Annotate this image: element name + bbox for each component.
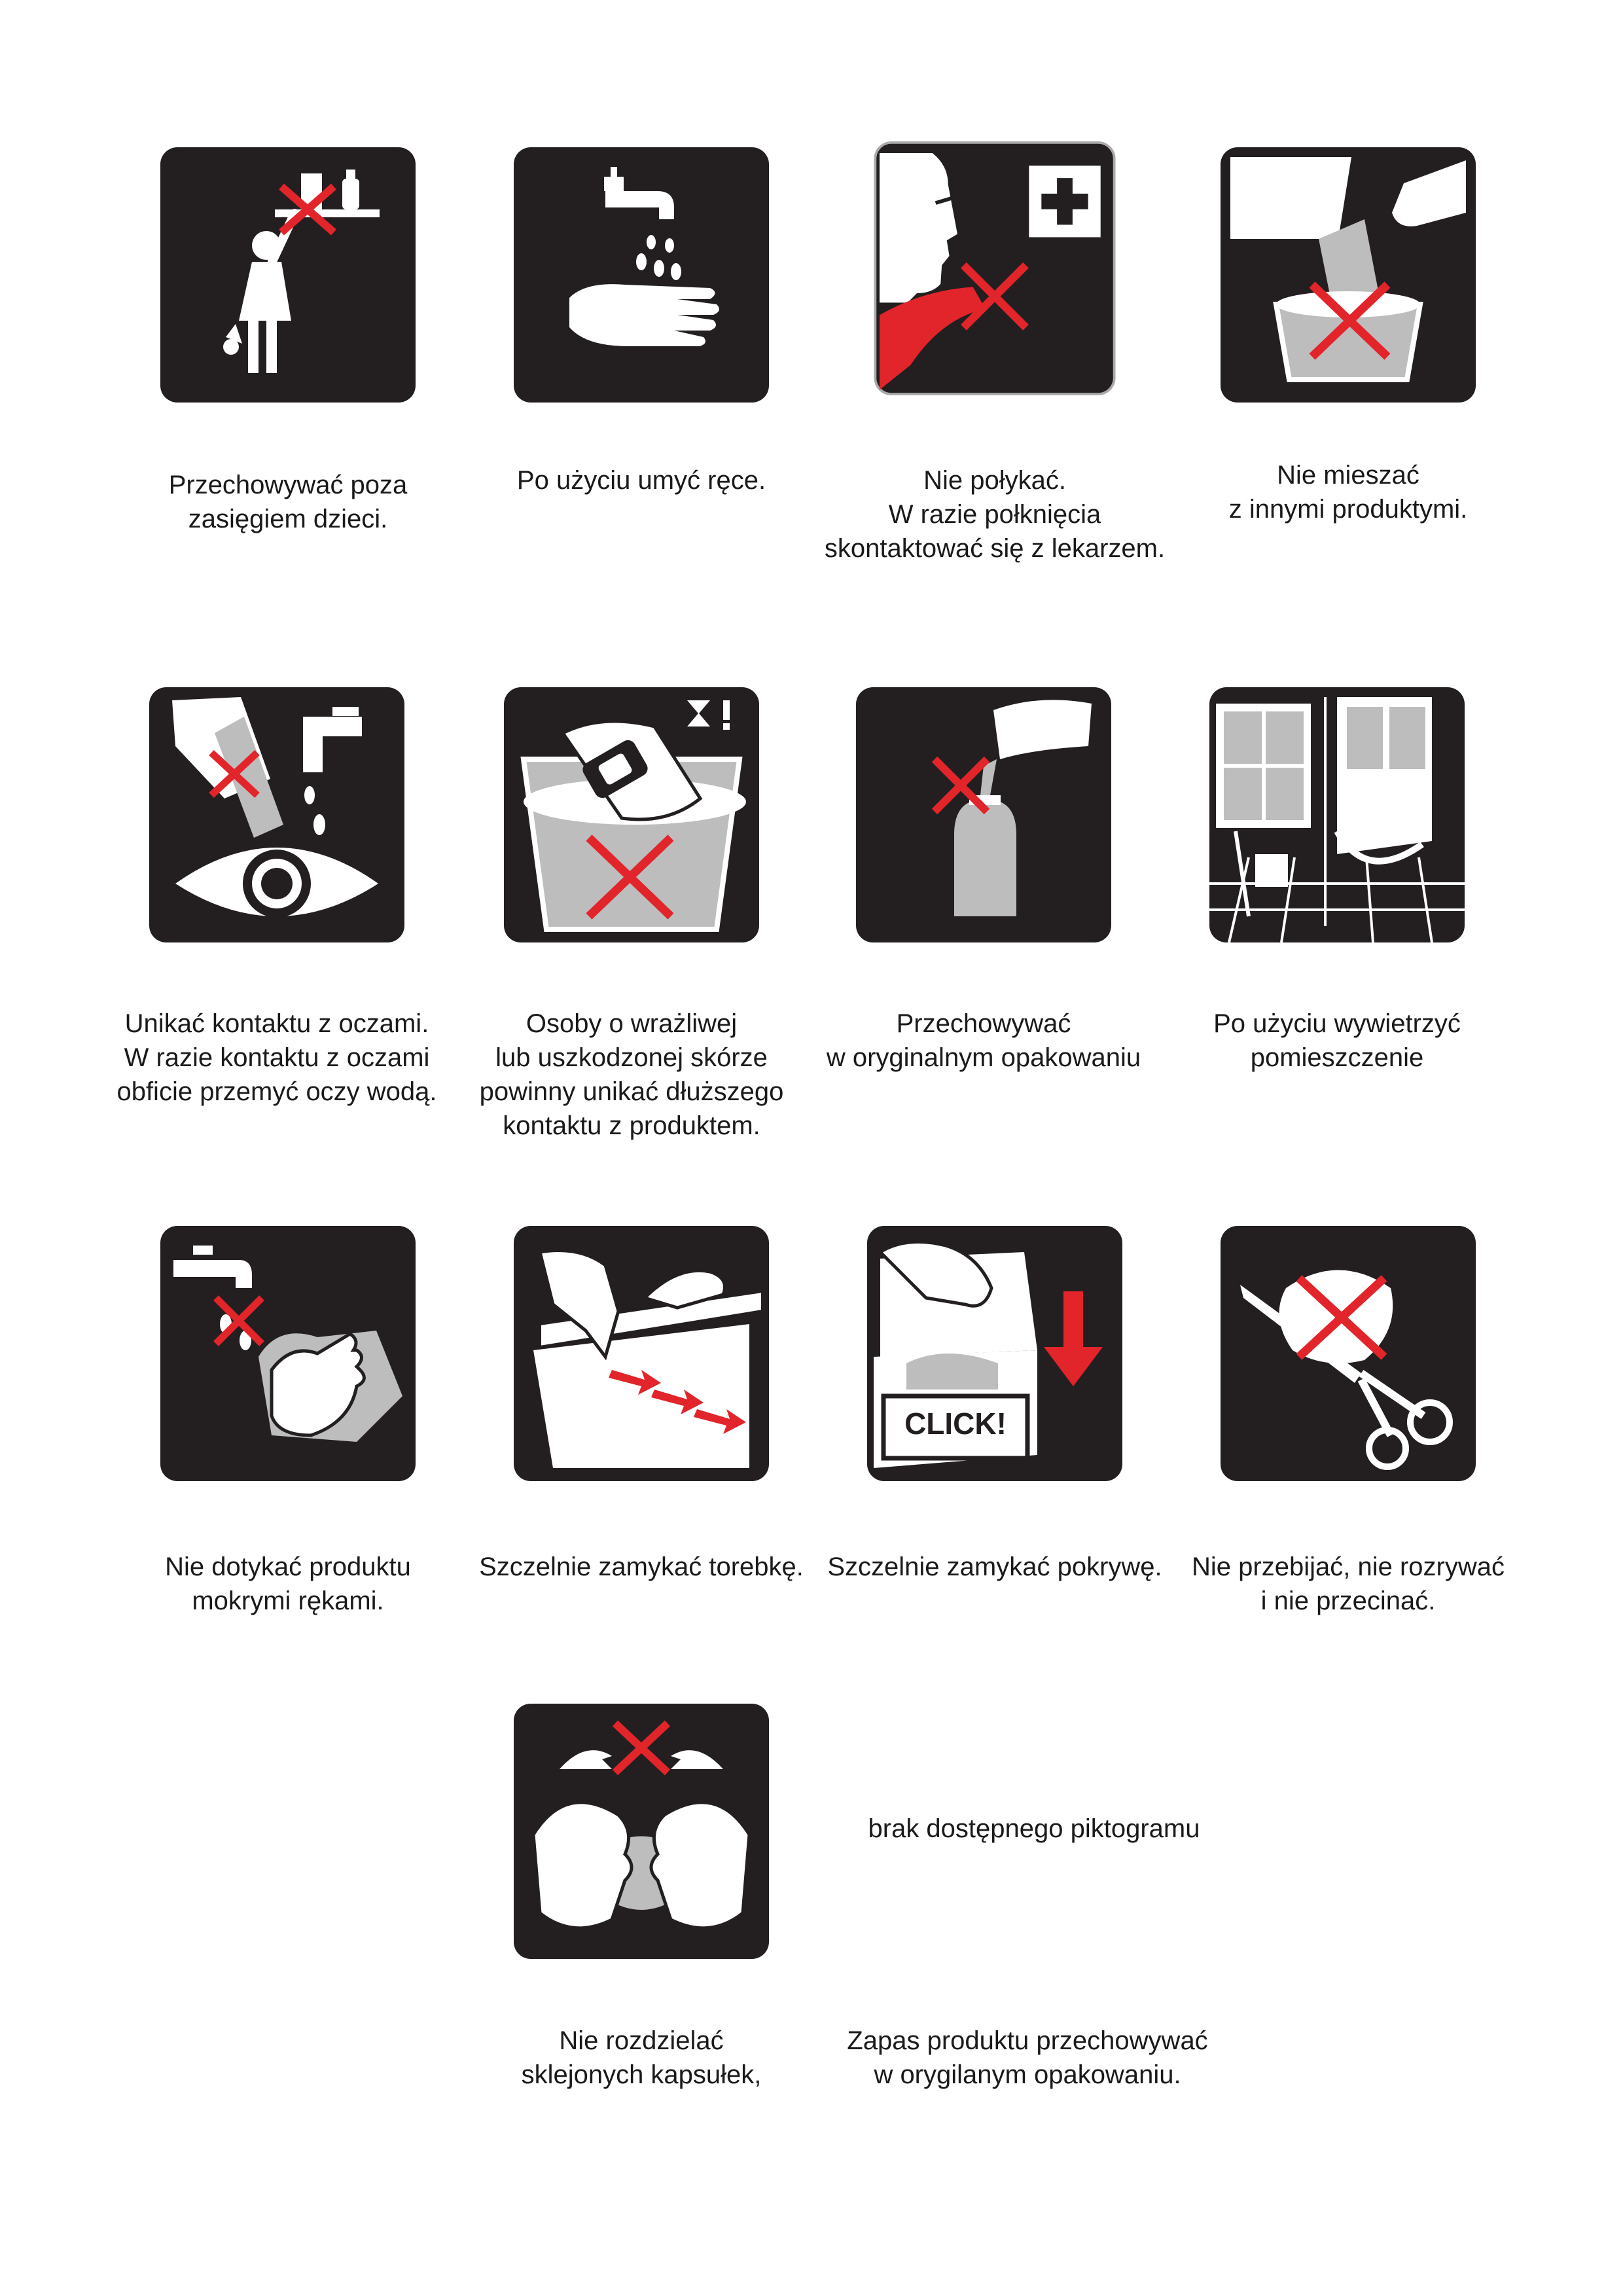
keep-away-from-children-icon — [160, 147, 416, 403]
caption-ventilate-room: Po użyciu wywietrzyć pomieszczenie — [1213, 1009, 1461, 1072]
no-wet-hands-icon — [160, 1226, 416, 1481]
caption-do-not-swallow: Nie połykać. W razie połknięcia skontaktować się z lekarzem. — [824, 466, 1166, 563]
avoid-eye-contact-icon — [149, 687, 404, 942]
caption-close-lid: Szczelnie zamykać pokrywę. — [827, 1552, 1162, 1581]
close-lid-icon — [867, 1226, 1122, 1481]
ventilate-room-icon — [1209, 687, 1465, 942]
do-not-swallow-icon — [867, 141, 1122, 396]
caption-wash-hands: Po użyciu umyć ręce. — [516, 466, 766, 495]
caption-sensitive-skin: Osoby o wrażliwej lub uszkodzonej skórze powinny unikać dłuższego kontaktu z produktem. — [479, 1009, 784, 1140]
sensitive-skin-icon — [504, 687, 759, 942]
caption-do-not-mix: Nie mieszać z innymi produktymi. — [1228, 461, 1468, 524]
do-not-mix-icon — [1221, 147, 1476, 403]
caption-seal-bag: Szczelnie zamykać torebkę. — [479, 1552, 804, 1581]
click-label: CLICK! — [904, 1407, 1007, 1441]
seal-bag-icon — [514, 1226, 769, 1481]
original-packaging-icon — [856, 687, 1111, 942]
do-not-separate-capsules-icon — [514, 1704, 769, 1959]
caption-avoid-eye-contact: Unikać kontaktu z oczami. W razie kontaktu z oczami obficie przemyć oczy wodą. — [116, 1009, 437, 1106]
no-pictogram-note: brak dostępnego piktogramu — [868, 1814, 1200, 1843]
caption-do-not-separate-capsules: Nie rozdzielać sklejonych kapsułek, — [521, 2026, 762, 2089]
caption-do-not-pierce: Nie przebijać, nie rozrywać i nie przecinać. — [1192, 1552, 1505, 1615]
do-not-pierce-icon — [1221, 1226, 1476, 1481]
wash-hands-icon — [514, 147, 769, 403]
caption-no-wet-hands: Nie dotykać produktu mokrymi rękami. — [165, 1552, 411, 1615]
caption-keep-away-from-children: Przechowywać poza zasięgiem dzieci. — [168, 471, 408, 533]
caption-stock-original-packaging: Zapas produktu przechowywać w orygilanym opakowaniu. — [847, 2026, 1208, 2089]
caption-original-packaging: Przechowywać w oryginalnym opakowaniu — [826, 1009, 1141, 1072]
